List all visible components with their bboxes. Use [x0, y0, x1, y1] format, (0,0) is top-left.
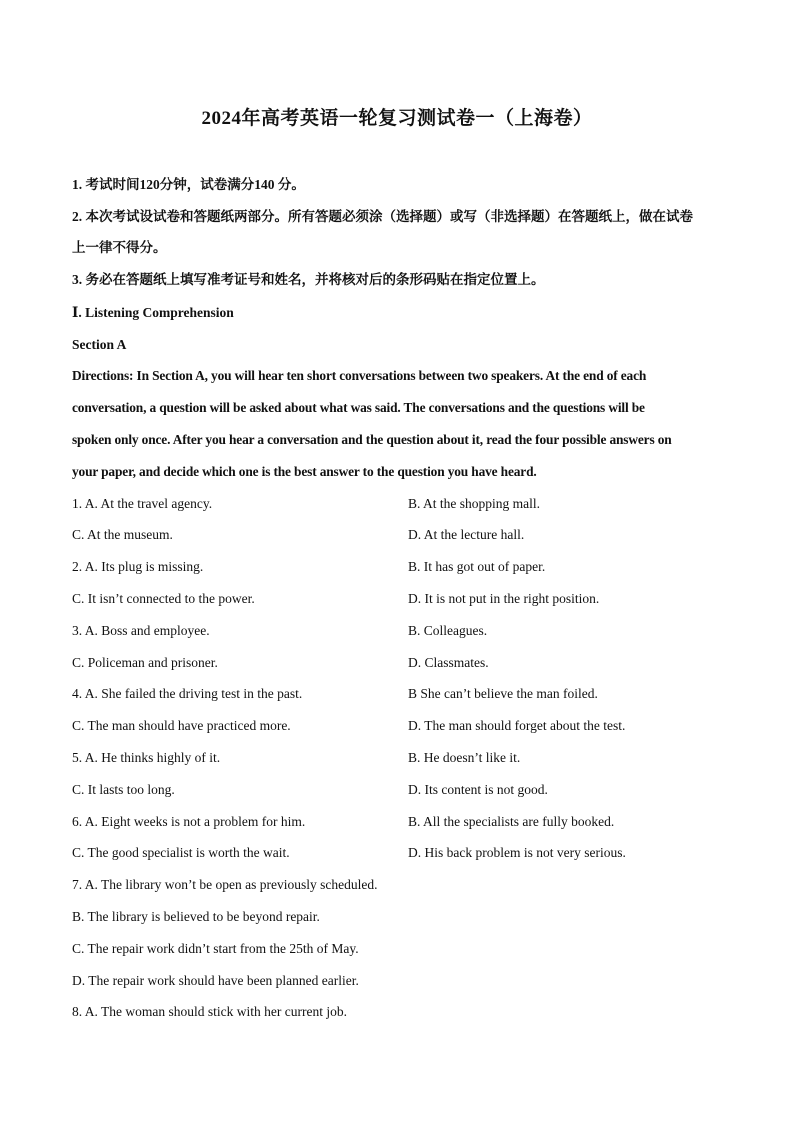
directions-line-4: your paper, and decide which one is the best answer to the question you have heard. [72, 464, 537, 479]
q7-option-b: B. The library is believed to be beyond repair. [72, 909, 320, 924]
q2-option-c: C. It isn’t connected to the power. [72, 591, 255, 606]
q6-option-d: D. His back problem is not very serious. [408, 845, 626, 860]
q1-option-d: D. At the lecture hall. [408, 527, 525, 542]
q3-option-c: C. Policeman and prisoner. [72, 655, 218, 670]
q1-option-c: C. At the museum. [72, 527, 173, 542]
q6-option-a: 6. A. Eight weeks is not a problem for him. [72, 814, 306, 829]
q3-option-d: D. Classmates. [408, 655, 489, 670]
q5-option-c: C. It lasts too long. [72, 782, 175, 797]
page-title: 2024年高考英语一轮复习测试卷一（上海卷） [201, 108, 593, 129]
q5-option-a: 5. A. He thinks highly of it. [72, 750, 221, 765]
q3-option-a: 3. A. Boss and employee. [72, 623, 210, 638]
directions-line-3: spoken only once. After you hear a conversation and the question about it, read the four possible answers on [72, 432, 672, 447]
q4-option-c: C. The man should have practiced more. [72, 718, 291, 733]
q6-option-c: C. The good specialist is worth the wait. [72, 845, 290, 860]
q2-option-b: B. It has got out of paper. [408, 559, 546, 574]
note-3: 3. 务必在答题纸上填写准考证号和姓名，并将核对后的条形码贴在指定位置上。 [72, 272, 545, 287]
section-heading: Section A [72, 337, 127, 352]
q6-option-b: B. All the specialists are fully booked. [408, 814, 615, 829]
q8-option-a: 8. A. The woman should stick with her current job. [72, 1004, 347, 1019]
q2-option-d: D. It is not put in the right position. [408, 591, 600, 606]
q5-option-b: B. He doesn’t like it. [408, 750, 521, 765]
part-heading: Ⅰ. Listening Comprehension [72, 305, 234, 320]
q3-option-b: B. Colleagues. [408, 623, 488, 638]
directions-line-1: Directions: In Section A, you will hear ten short conversations between two speakers. At the end of each [72, 368, 647, 383]
q5-option-d: D. Its content is not good. [408, 782, 548, 797]
directions-line-2: conversation, a question will be asked about what was said. The conversations and the questions will be [72, 400, 645, 415]
q4-option-d: D. The man should forget about the test. [408, 718, 626, 733]
q2-option-a: 2. A. Its plug is missing. [72, 559, 204, 574]
q7-option-a: 7. A. The library won’t be open as previously scheduled. [72, 877, 378, 892]
q4-option-a: 4. A. She failed the driving test in the past. [72, 686, 303, 701]
q1-option-a: 1. A. At the travel agency. [72, 496, 213, 511]
q7-option-c: C. The repair work didn’t start from the 25th of May. [72, 941, 359, 956]
note-2-cont: 上一律不得分。 [72, 240, 167, 255]
q7-option-d: D. The repair work should have been planned earlier. [72, 973, 359, 988]
q1-option-b: B. At the shopping mall. [408, 496, 541, 511]
q4-option-b: B She can’t believe the man foiled. [408, 686, 598, 701]
note-1: 1. 考试时间120分钟，试卷满分140 分。 [72, 177, 305, 192]
note-2: 2. 本次考试设试卷和答题纸两部分。所有答题必须涂（选择题）或写（非选择题）在答题纸上，做在试卷 [72, 209, 693, 224]
